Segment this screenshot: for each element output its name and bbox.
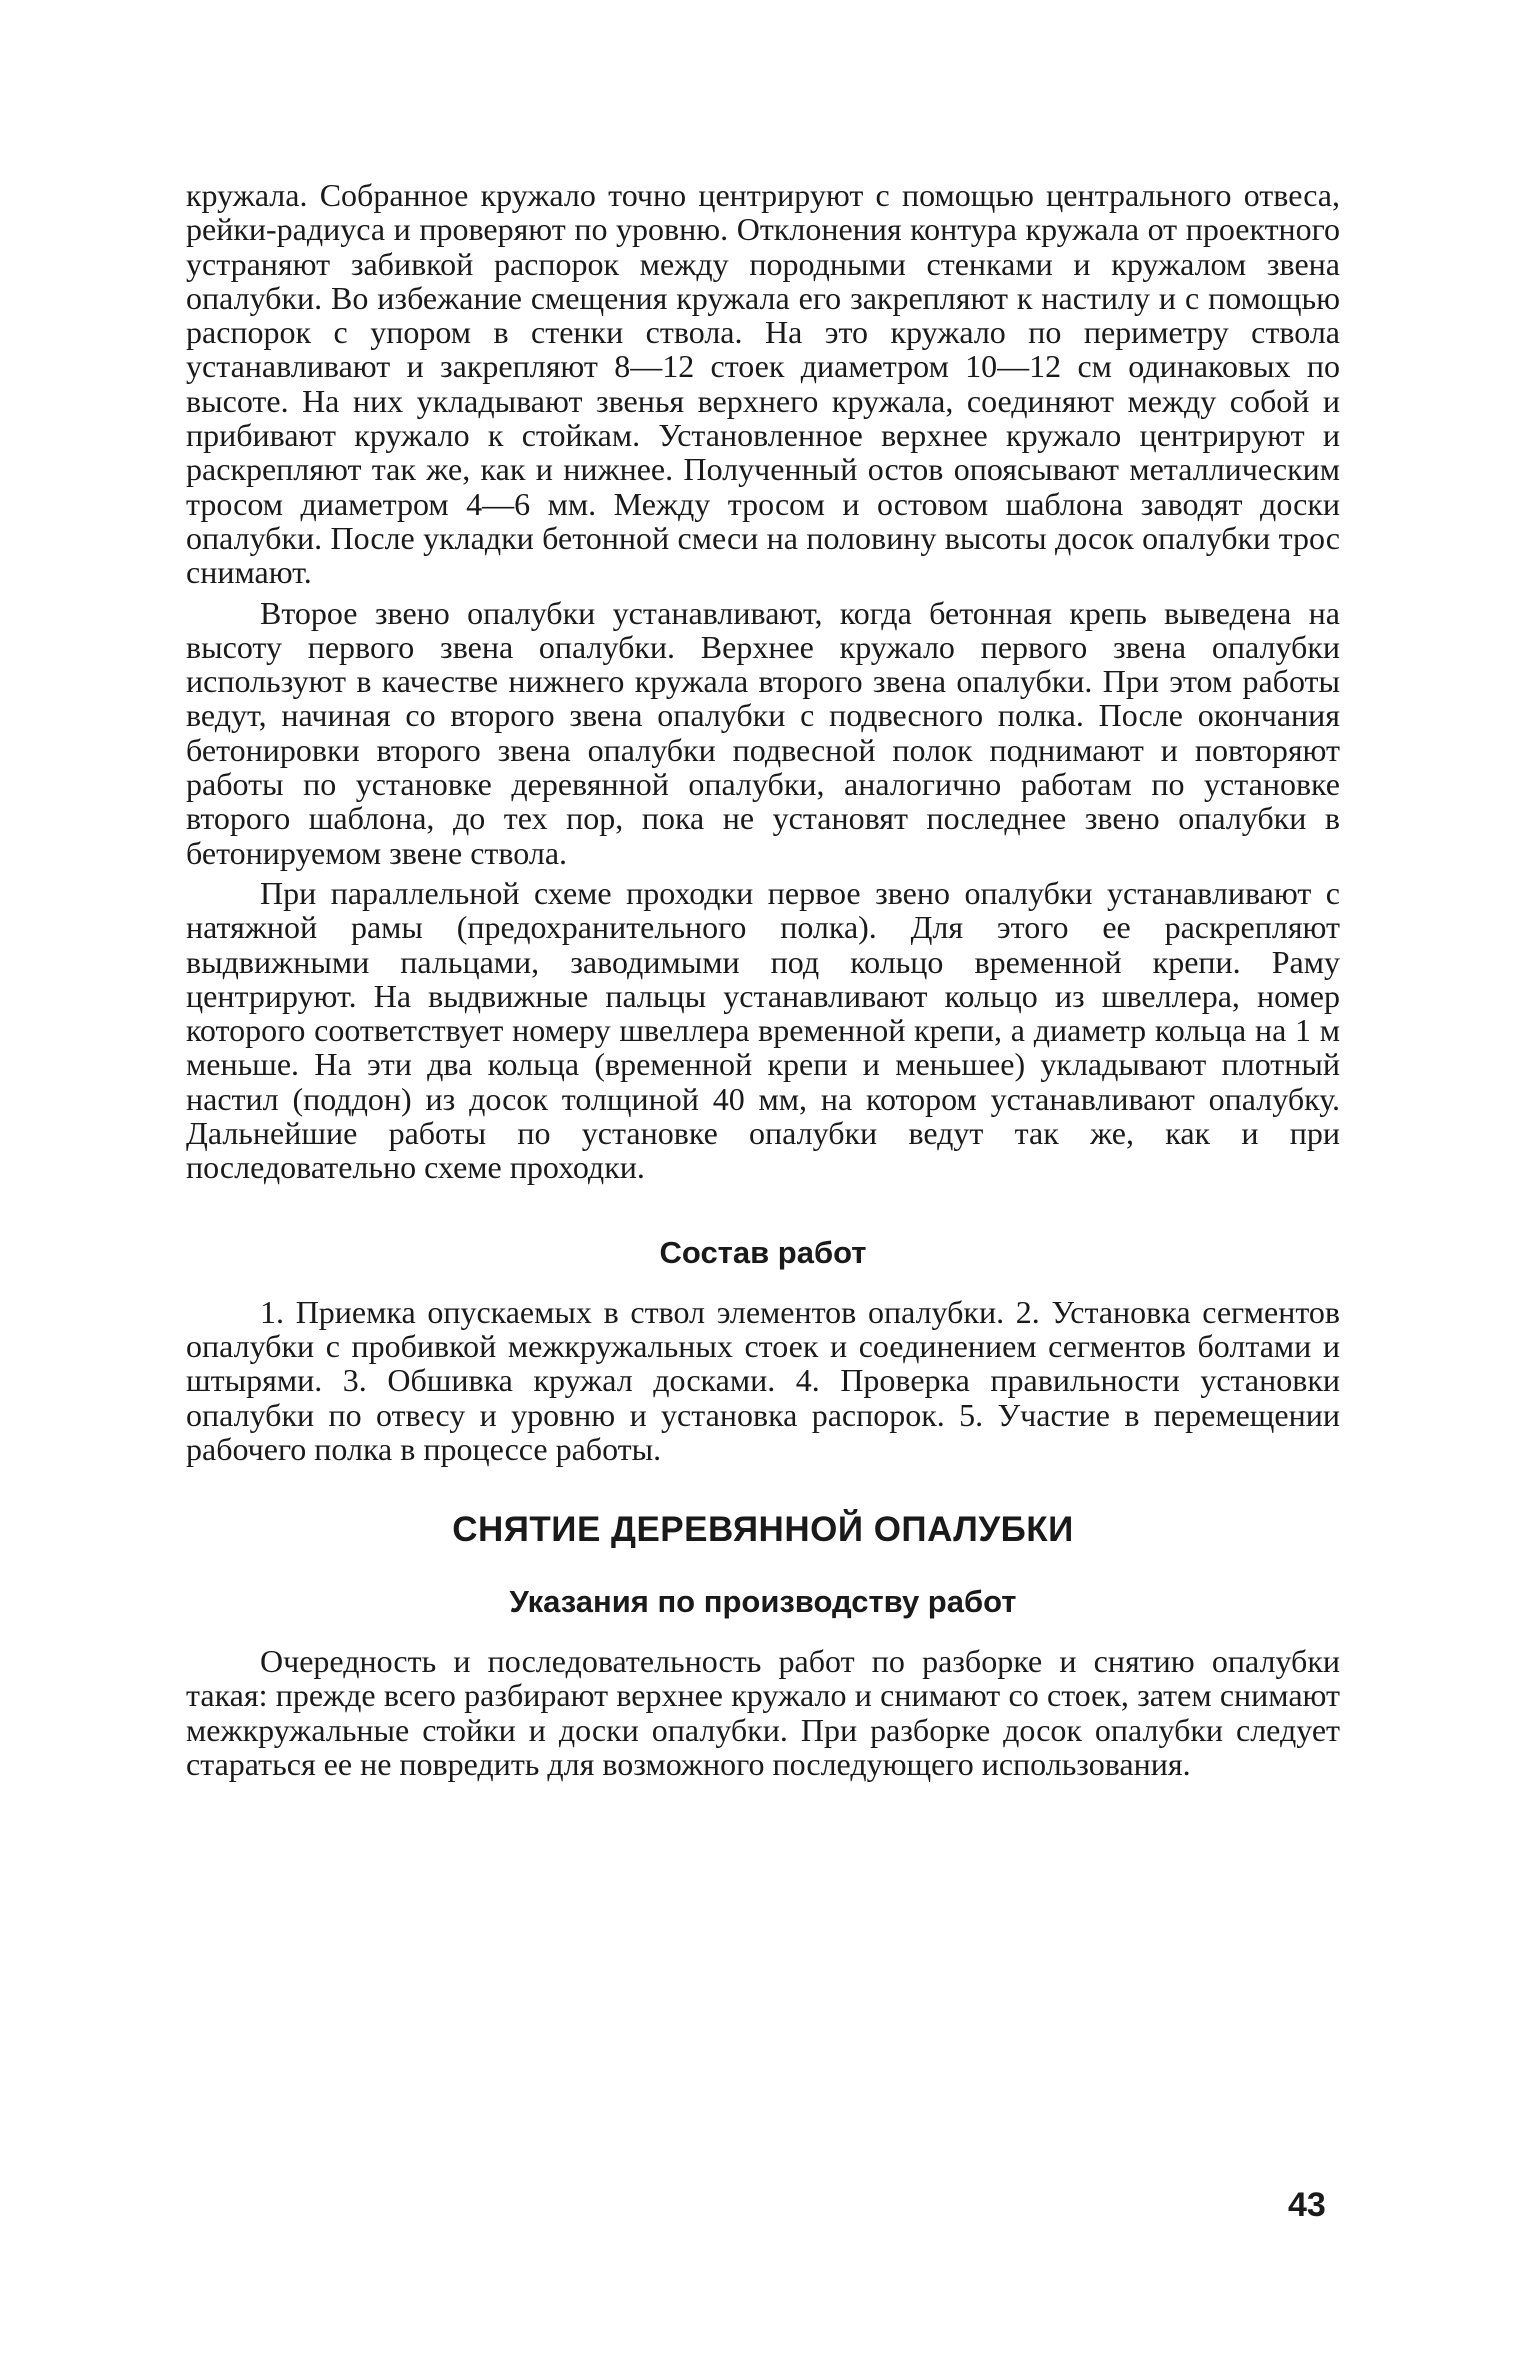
paragraph-sostav-rabot: 1. Приемка опускаемых в ствол элементов опалубки. 2. Установка сегментов опалубки с пробивкой межкружальных стоек и соединением сегментов болтами и штырями. 3. Обшивка кружал досками. 4. Проверка правильности установки опалубки по отвесу и уровню и установка распорок. 5. Участие в перемещении рабочего полка в процессе работы.: [186, 1293, 1340, 1467]
section-heading-sostav: Состав работ: [659, 1234, 867, 1270]
section-heading-ukazania: Указания по производству работ: [509, 1584, 1017, 1620]
paragraph-razborka: Очередность и последовательность работ по разборке и снятию опалубки такая: прежде всего разбирают верхнее кружало и снимают со стоек, затем снимают межкружальные стойки и доски опалубки. При разборке досок опалубки следует стараться ее не повредить для возможного последующего использования.: [186, 1643, 1340, 1782]
chapter-title: СНЯТИЕ ДЕРЕВЯННОЙ ОПАЛУБКИ: [452, 1510, 1074, 1550]
paragraph-continued-kruzhala: кружала. Собранное кружало точно центрируют с помощью центрального отвеса, рейки-радиуса и проверяют по уровню. Отклонения контура кружала от проектного устраняют забивкой распорок между породными стенками и кружалом звена опалубки. Во избежание смещения кружала его закрепляют к настилу и с помощью распорок с упором в стенки ствола. На это кружало по периметру ствола устанавливают и закрепляют 8—12 стоек диаметром 10—12 см одинаковых по высоте. На них укладывают звенья верхнего кружала, соединяют между собой и прибивают кружало к стойкам. Установленное верхнее кружало центрируют и раскрепляют так же, как и нижнее. Полученный остов опоясывают металлическим тросом диаметром 4—6 мм. Между тросом и остовом шаблона заводят доски опалубки. После укладки бетонной смеси на половину высоты досок опалубки трос снимают.: [186, 177, 1340, 591]
page-number: 43: [1288, 2186, 1326, 2224]
page-body: [186, 178, 1340, 1781]
paragraph-second-zveno: Второе звено опалубки устанавливают, когда бетонная крепь выведена на высоту первого звена опалубки. Верхнее кружало первого звена опалубки используют в качестве нижнего кружала второго звена опалубки. При этом работы ведут, начиная со второго звена опалубки с подвесного полка. После окончания бетонировки второго звена опалубки подвесной полок поднимают и повторяют работы по установке деревянной опалубки, аналогично работам по установке второго шаблона, до тех пор, пока не установят последнее звено опалубки в бетонируемом звене ствола.: [186, 594, 1340, 871]
paragraph-parallel-scheme: При параллельной схеме проходки первое звено опалубки устанавливают с натяжной рамы (предохранительного полка). Для этого ее раскрепляют выдвижными пальцами, заводимыми под кольцо временной крепи. Раму центрируют. На выдвижные пальцы устанавливают кольцо из швеллера, номер которого соответствует номеру швеллера временной крепи, а диаметр кольца на 1 м меньше. На эти два кольца (временной крепи и меньшее) укладывают плотный настил (поддон) из досок толщиной 40 мм, на котором устанавливают опалубку. Дальнейшие работы по установке опалубки ведут так же, как и при последовательно схеме проходки.: [186, 874, 1340, 1186]
